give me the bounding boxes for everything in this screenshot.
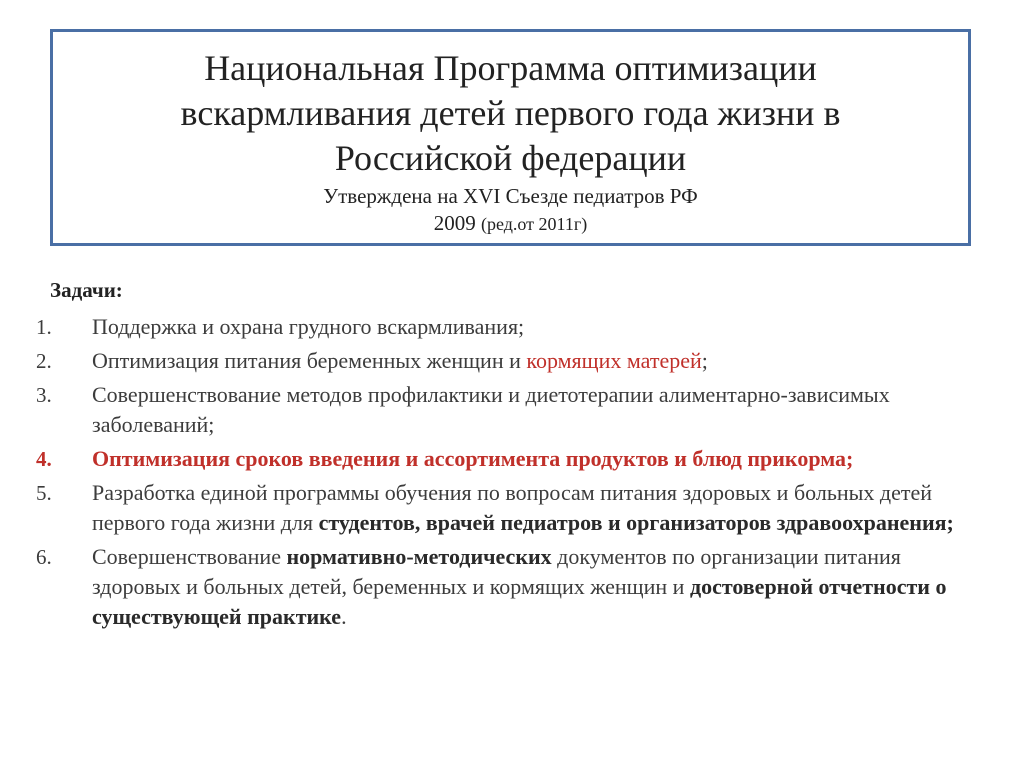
list-item-text [92,346,971,376]
title-line-1: Национальная Программа оптимизации [204,48,817,88]
subtitle-year: 2009 [433,211,476,235]
text-segment: Разработка единой программы обучения по вопросам питания здоровых и больных детей первого года жизни для [92,480,933,535]
list-item-number: 4. [36,447,52,471]
tasks-list [36,312,971,636]
list-item-highlighted [36,444,971,474]
list-item-text [92,542,971,632]
list-item-number: 1. [36,315,52,339]
page-title [53,46,968,181]
title-line-3: Российской федерации [334,138,687,178]
title-subtitle [53,183,968,238]
list-item-number: 6. [36,545,52,569]
list-item [36,346,971,376]
title-box [50,29,971,246]
text-segment: Совершенствование [92,544,287,569]
text-segment: ; [701,348,708,373]
subtitle-line-1: Утверждена на XVI Съезде педиатров РФ [323,184,698,208]
list-item-number: 5. [36,481,52,505]
text-segment: Оптимизация питания беременных женщин и [92,348,527,373]
list-item-number: 3. [36,383,52,407]
list-item-number: 2. [36,349,52,373]
list-item-text: Совершенствование методов профилактики и диетотерапии алиментарно-зависимых заболеваний; [92,382,890,437]
text-bold: достоверной отчетности о существующей практике [92,574,947,629]
list-item-text: Поддержка и охрана грудного вскармливания; [92,314,525,339]
text-bold: нормативно-методических [286,544,552,569]
text-highlight-red: кормящих матерей [526,348,702,373]
list-item-text: Оптимизация сроков введения и ассортимента продуктов и блюд прикорма; [92,446,854,471]
text-segment: документов по организации питания здоровых и больных детей, беременных и кормящих женщин и [92,544,901,599]
list-item-text [92,478,971,538]
list-item [36,478,971,538]
subtitle-line-2 [53,210,968,238]
text-segment: . [341,604,347,629]
list-item [36,380,971,440]
subtitle-note: (ред.от 2011г) [481,214,588,234]
text-bold: студентов, врачей педиатров и организаторов здравоохранения; [318,510,954,535]
title-line-2: вскармливания детей первого года жизни в [180,93,841,133]
tasks-header: Задачи: [50,278,123,302]
list-item [36,542,971,632]
list-item [36,312,971,342]
